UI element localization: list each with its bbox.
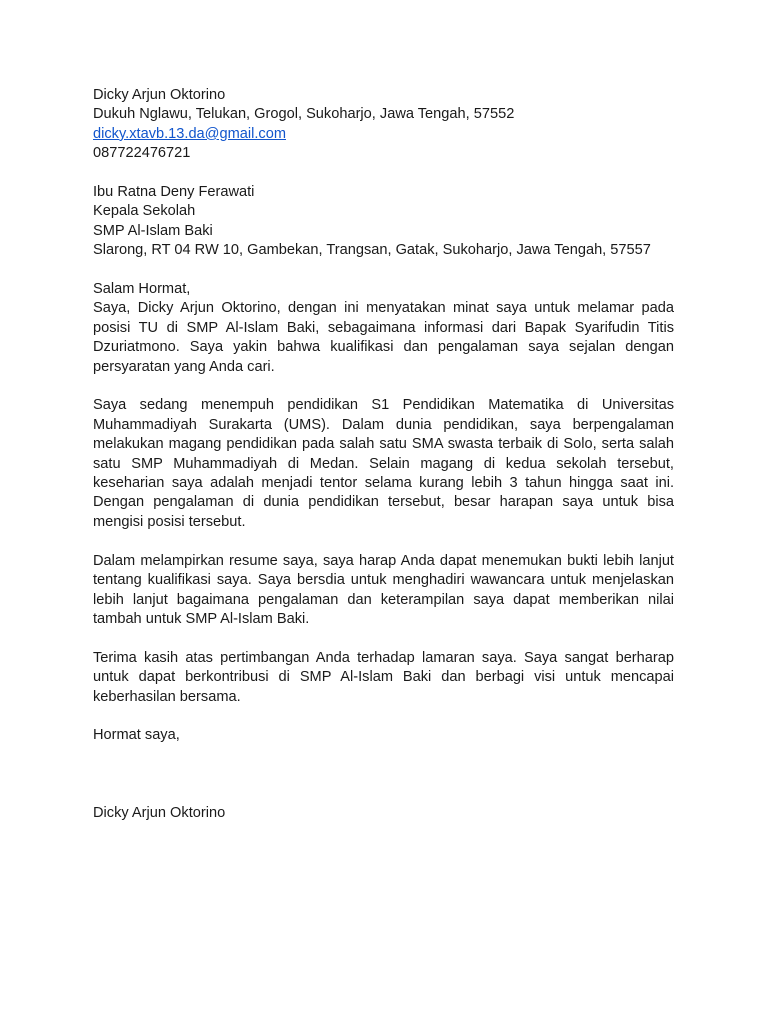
- recipient-position: Kepala Sekolah: [93, 203, 196, 220]
- sender-address: Dukuh Nglawu, Telukan, Grogol, Sukoharjo, Jawa Tengah, 57552: [93, 106, 515, 123]
- recipient-block: [93, 183, 674, 261]
- spacer: [93, 377, 674, 396]
- spacer: [93, 532, 674, 551]
- sender-name: Dicky Arjun Oktorino: [93, 87, 226, 103]
- body-paragraph-2: Saya sedang menempuh pendidikan S1 Pendidikan Matematika di Universitas Muhammadiyah Surakarta (UMS). Dalam dunia pendidikan, saya berpengalaman melakukan magang pendidikan pada salah satu SMA swasta terbaik di Solo, serta salah satu SMP Muhammadiyah di Medan. Selain magang di kedua sekolah tersebut, keseharian saya adalah menjadi tentor selama kurang lebih 3 tahun hingga saat ini. Dengan pengalaman di dunia pendidikan tersebut, besar harapan saya untuk bisa mengisi posisi tersebut.: [93, 397, 674, 530]
- signature-space: [93, 746, 674, 804]
- salutation: Salam Hormat,: [93, 281, 191, 298]
- recipient-address: Slarong, RT 04 RW 10, Gambekan, Trangsan, Gatak, Sukoharjo, Jawa Tengah, 57557: [93, 242, 651, 259]
- body-paragraph-4: Terima kasih atas pertimbangan Anda terhadap lamaran saya. Saya sangat berharap untuk dapat berkontribusi di SMP Al-Islam Baki dan berbagi visi untuk mencapai keberhasilan bersama.: [93, 649, 674, 705]
- sender-email-link[interactable]: dicky.xtavb.13.da@gmail.com: [93, 125, 286, 142]
- signature-name: Dicky Arjun Oktorino: [93, 804, 226, 821]
- sender-phone: 087722476721: [93, 145, 191, 162]
- closing: Hormat saya,: [93, 727, 180, 744]
- spacer: [93, 707, 674, 726]
- body-paragraph-3: Dalam melampirkan resume saya, saya harap Anda dapat menemukan bukti lebih lanjut tentang kualifikasi saya. Saya bersdia untuk menghadiri wawancara untuk menjelaskan lebih lanjut bagaimana pengalaman dan keterampilan saya dapat memberikan nilai tambah untuk SMP Al-Islam Baki.: [93, 552, 674, 627]
- spacer: [93, 261, 674, 280]
- spacer: [93, 164, 674, 183]
- recipient-school: SMP Al-Islam Baki: [93, 222, 213, 239]
- letter-page: [93, 86, 674, 823]
- body-paragraph-1: Saya, Dicky Arjun Oktorino, dengan ini menyatakan minat saya untuk melamar pada posisi TU di SMP Al-Islam Baki, sebagaimana informasi dari Bapak Syarifudin Titis Dzuriatmono. Saya yakin bahwa kualifikasi dan pengalaman saya sejalan dengan persyaratan yang Anda cari.: [93, 300, 674, 375]
- recipient-name: Ibu Ratna Deny Ferawati: [93, 184, 255, 201]
- spacer: [93, 629, 674, 648]
- sender-block: [93, 86, 674, 164]
